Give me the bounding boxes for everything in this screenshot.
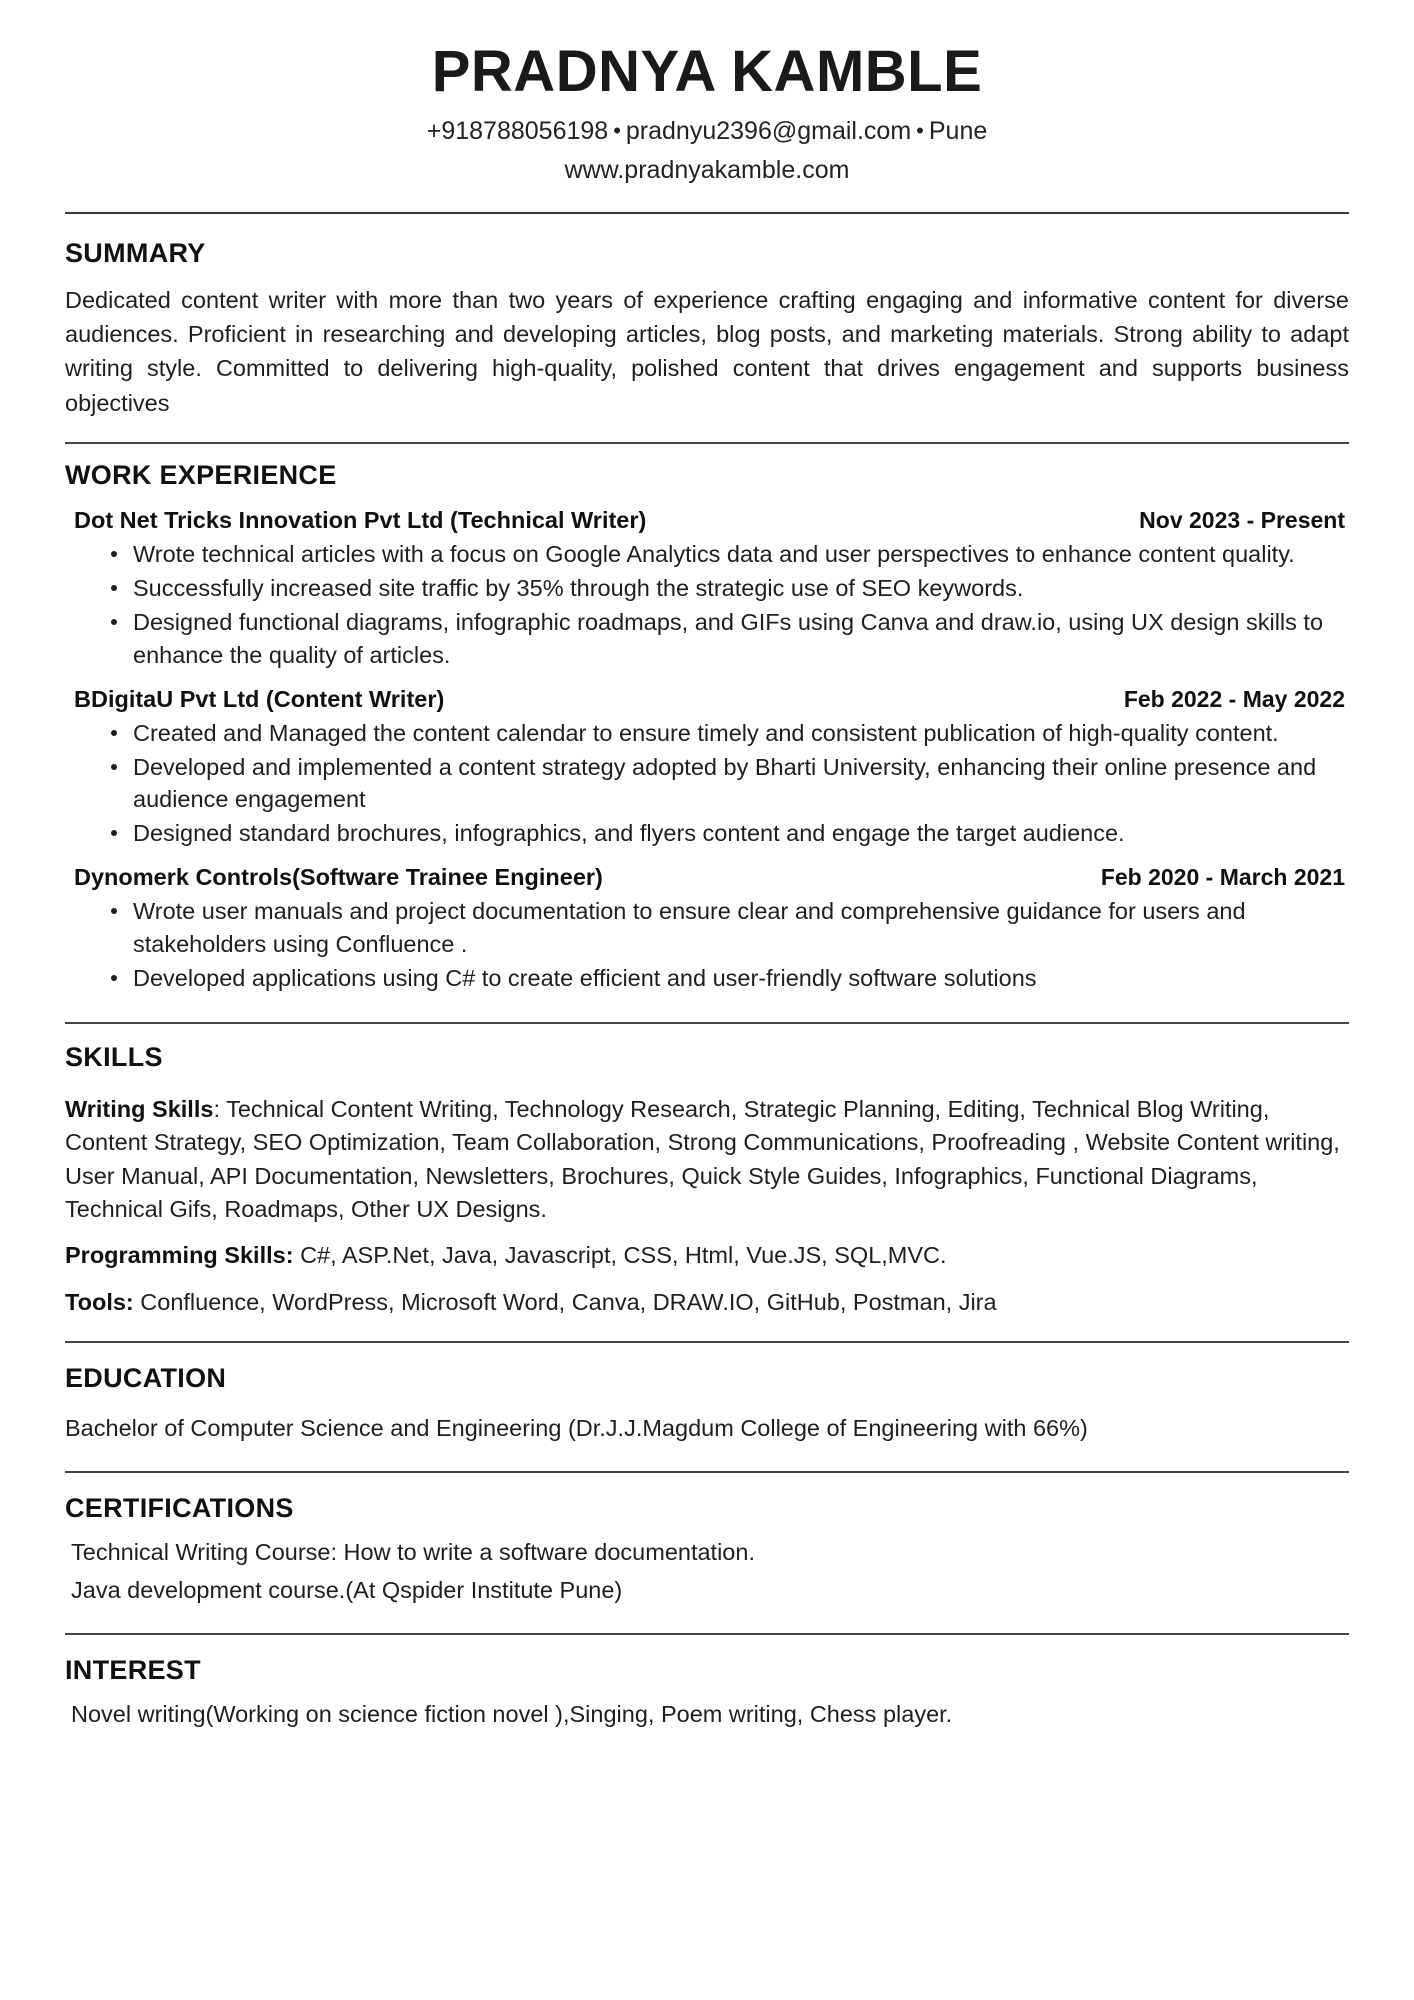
candidate-name: PRADNYA KAMBLE bbox=[431, 39, 983, 104]
skill-label: Tools: bbox=[65, 1288, 134, 1315]
certifications-title: CERTIFICATIONS bbox=[65, 1492, 294, 1523]
job-date: Feb 2022 - May 2022 bbox=[1123, 685, 1345, 712]
job-bullet: Developed and implemented a content strategy adopted by Bharti University, enhancing their online presence and audience engagement bbox=[133, 751, 1349, 817]
interest-text: Novel writing(Working on science fiction novel ),Singing, Poem writing, Chess player. bbox=[71, 1700, 953, 1727]
skills-section bbox=[0, 1024, 1414, 1319]
skill-value: C#, ASP.Net, Java, Javascript, CSS, Html, Vue.JS, SQL,MVC. bbox=[300, 1242, 947, 1269]
interest-section bbox=[0, 1635, 1414, 1731]
skill-value: Confluence, WordPress, Microsoft Word, Canva, DRAW.IO, GitHub, Postman, Jira bbox=[140, 1288, 997, 1315]
job-bullet: Created and Managed the content calendar to ensure timely and consistent publication of high-quality content. bbox=[133, 717, 1349, 750]
skill-row-programming bbox=[65, 1239, 1349, 1272]
job-bullet: Designed functional diagrams, infographic roadmaps, and GIFs using Canva and draw.io, using UX design skills to enhance the quality of articles. bbox=[133, 606, 1349, 672]
job-bullet: Designed standard brochures, infographics, and flyers content and engage the target audience. bbox=[133, 817, 1349, 850]
resume-header bbox=[0, 0, 1414, 190]
job-bullet-list bbox=[65, 717, 1349, 851]
education-entry: Bachelor of Computer Science and Engineering (Dr.J.J.Magdum College of Engineering with 66%) bbox=[65, 1415, 1088, 1442]
website-url: www.pradnyakamble.com bbox=[564, 156, 850, 185]
contact-line bbox=[0, 113, 1414, 151]
job-entry bbox=[65, 686, 1349, 851]
skill-separator: : bbox=[213, 1095, 227, 1122]
work-experience-title: WORK EXPERIENCE bbox=[65, 460, 337, 491]
skills-title: SKILLS bbox=[65, 1041, 163, 1072]
job-bullet: Successfully increased site traffic by 35% through the strategic use of SEO keywords. bbox=[133, 572, 1349, 605]
job-title: BDigitaU Pvt Ltd (Content Writer) bbox=[74, 685, 445, 712]
job-date: Nov 2023 - Present bbox=[1139, 507, 1345, 534]
location: Pune bbox=[928, 116, 988, 145]
job-bullet: Wrote technical articles with a focus on Google Analytics data and user perspectives to enhance content quality. bbox=[133, 538, 1349, 571]
job-header bbox=[65, 864, 1349, 891]
certification-item: Technical Writing Course: How to write a software documentation. bbox=[71, 1538, 755, 1565]
separator-dot-icon: • bbox=[613, 117, 621, 143]
job-date: Feb 2020 - March 2021 bbox=[1100, 864, 1345, 891]
summary-text: Dedicated content writer with more than two years of experience crafting engaging and informative content for diverse audiences. Proficient in researching and developing articles, blog posts, and marketing materials. Strong ability to adapt writing style. Committed to delivering high-quality, polished content that drives engagement and supports business objectives bbox=[65, 286, 1349, 416]
job-title: Dot Net Tricks Innovation Pvt Ltd (Technical Writer) bbox=[74, 507, 647, 534]
certification-item: Java development course.(At Qspider Institute Pune) bbox=[71, 1576, 623, 1603]
interest-title: INTEREST bbox=[65, 1654, 201, 1685]
job-title: Dynomerk Controls(Software Trainee Engineer) bbox=[74, 864, 603, 891]
job-header bbox=[65, 507, 1349, 534]
job-header bbox=[65, 686, 1349, 713]
skill-row-writing bbox=[65, 1093, 1349, 1226]
education-title: EDUCATION bbox=[65, 1363, 227, 1394]
phone-number: +918788056198 bbox=[426, 116, 609, 145]
summary-section bbox=[0, 214, 1414, 420]
summary-title: SUMMARY bbox=[65, 237, 206, 268]
job-bullet: Wrote user manuals and project documentation to ensure clear and comprehensive guidance for users and stakeholders using Confluence . bbox=[133, 895, 1349, 961]
email-address: pradnyu2396@gmail.com bbox=[625, 116, 912, 145]
work-experience-section bbox=[0, 444, 1414, 995]
education-section bbox=[0, 1343, 1414, 1445]
certifications-section bbox=[0, 1473, 1414, 1607]
skill-label: Writing Skills bbox=[65, 1095, 214, 1122]
job-bullet-list bbox=[65, 538, 1349, 672]
job-bullet: Developed applications using C# to create efficient and user-friendly software solutions bbox=[133, 962, 1349, 995]
skill-value: Technical Content Writing, Technology Research, Strategic Planning, Editing, Technical Blog Writing, Content Strategy, SEO Optimization, Team Collaboration, Strong Communications, Proofreading , Website Content writing, User Manual, API Documentation, Newsletters, Brochures, Quick Style Guides, Infographics, Functional Diagrams, Technical Gifs, Roadmaps, Other UX Designs. bbox=[65, 1095, 1340, 1222]
skill-label: Programming Skills: bbox=[65, 1242, 294, 1269]
job-entry bbox=[65, 864, 1349, 995]
website-line bbox=[0, 152, 1414, 190]
separator-dot-icon: • bbox=[916, 117, 924, 143]
job-entry bbox=[65, 507, 1349, 672]
skill-row-tools bbox=[65, 1286, 1349, 1319]
job-bullet-list bbox=[65, 895, 1349, 995]
